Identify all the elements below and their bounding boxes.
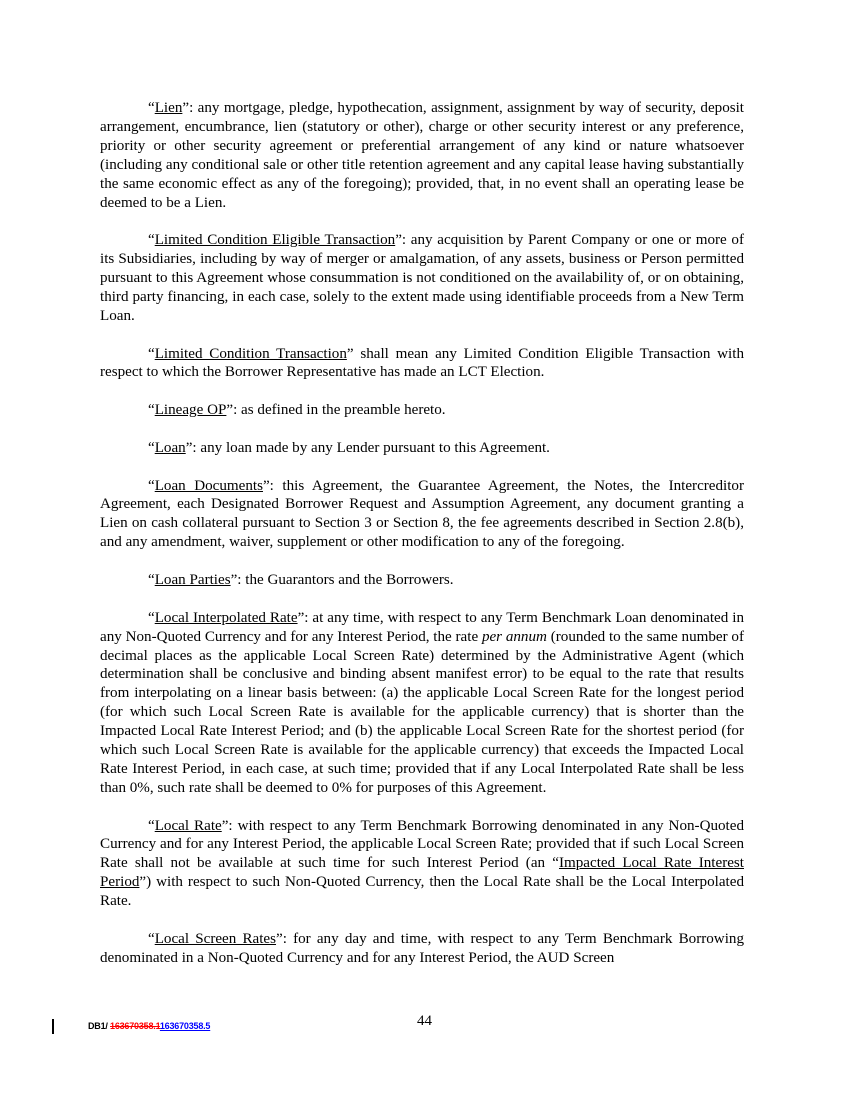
document-body (100, 99, 744, 987)
definition-loan-documents: “Loan Documents”: this Agreement, the Guarantee Agreement, the Notes, the Intercreditor Agreement, each Designated Borrower Request and Assumption Agreement, any document granting a Lien on cash collateral pursuant to Section 3 or Section 8, the fee agreements described in Section 2.8(b), and any amendment, waiver, supplement or other modification to any of the foregoing. (100, 477, 744, 551)
doc-id-inserted: 163670358.5 (159, 1020, 211, 1031)
definition-limited-condition-transaction: “Limited Condition Transaction” shall mean any Limited Condition Eligible Transaction with respect to which the Borrower Representative has made an LCT Election. (100, 345, 744, 381)
defined-term: Local Interpolated Rate (154, 609, 298, 626)
defined-term: Loan Documents (154, 477, 263, 494)
definition-lien: “Lien”: any mortgage, pledge, hypothecation, assignment, assignment by way of security, deposit arrangement, encumbrance, lien (statutory or other), charge or other security interest or any preference, priority or other security agreement or preferential arrangement of any kind or nature whatsoever (including any conditional sale or other title retention agreement and any capital lease having substantially the same economic effect as any of the foregoing); provided, that, in no event shall an operating lease be deemed to be a Lien. (100, 100, 744, 211)
italic-phrase: per annum (481, 628, 547, 645)
definition-local-screen-rates: “Local Screen Rates”: for any day and time, with respect to any Term Benchmark Borrowing denominated in a Non-Quoted Currency and for any Interest Period, the AUD Screen (100, 930, 744, 966)
defined-term: Local Rate (154, 817, 222, 834)
defined-term-inline: Impacted Local Rate Interest Period (100, 855, 744, 891)
definition-local-rate: “Local Rate”: with respect to any Term Benchmark Borrowing denominated in any Non-Quoted Currency and for any Interest Period, the applicable Local Screen Rate; provided that if such Local Screen Rate shall not be available at such time for such Interest Period (an “Impacted Local Rate Interest Period”) with respect to such Non-Quoted Currency, then the Local Rate shall be the Local Interpolated Rate. (100, 817, 744, 910)
definition-lineage-op: “Lineage OP”: as defined in the preamble hereto. (148, 402, 446, 419)
defined-term: Limited Condition Transaction (154, 345, 347, 362)
definition-limited-condition-eligible-transaction: “Limited Condition Eligible Transaction”: any acquisition by Parent Company or one or more of its Subsidiaries, including by way of merger or amalgamation, of any assets, business or Person permitted pursuant to this Agreement whose consummation is not conditioned on the availability of, or on obtaining, third party financing, in each case, solely to the extent made using identifiable proceeds from a New Term Loan. (100, 232, 744, 324)
page-number: 44 (417, 1013, 432, 1029)
document-id-footer (52, 1019, 210, 1034)
defined-term: Loan (154, 439, 186, 456)
change-bar (52, 1019, 54, 1034)
definition-loan: “Loan”: any loan made by any Lender pursuant to this Agreement. (148, 439, 550, 456)
defined-term: Loan Parties (154, 572, 231, 588)
definition-loan-parties: “Loan Parties”: the Guarantors and the Borrowers. (148, 572, 454, 588)
defined-term: Lien (154, 100, 183, 116)
doc-id-prefix: DB1/ (88, 1020, 111, 1031)
definition-local-interpolated-rate: “Local Interpolated Rate”: at any time, with respect to any Term Benchmark Loan denominated in any Non-Quoted Currency and for any Interest Period, the rate per annum (rounded to the same number of decimal places as the applicable Local Screen Rate) determined by the Administrative Agent (which determination shall be conclusive and binding absent manifest error) to be equal to the rate that results from interpolating on a linear basis between: (a) the applicable Local Screen Rate for the longest period (for which such Local Screen Rate is available for the applicable currency) that is shorter than the Impacted Local Rate Interest Period; and (b) the applicable Local Screen Rate for the shortest period (for which such Local Screen Rate is available for the applicable currency) that exceeds the Impacted Local Rate Interest Period, in each case, at such time; provided that if any Local Interpolated Rate shall be less than 0%, such rate shall be deemed to 0% for purposes of this Agreement. (100, 609, 745, 796)
defined-term: Local Screen Rates (154, 930, 277, 947)
defined-term: Limited Condition Eligible Transaction (154, 232, 396, 249)
doc-id-deleted: 163670358.1 (110, 1020, 160, 1031)
defined-term: Lineage OP (154, 402, 227, 419)
